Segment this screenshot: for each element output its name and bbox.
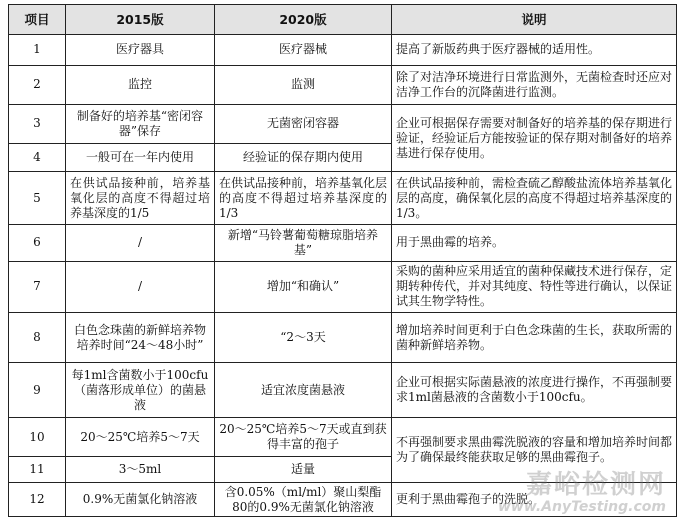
cell-2020: “2～3天 [215,312,392,363]
cell-note: 提高了新版药典于医疗器械的适用性。 [392,35,677,66]
cell-2020: 适宜浓度菌悬液 [215,363,392,418]
cell-2015: 监控 [66,65,215,105]
cell-note: 除了对洁净环境进行日常监测外，无菌检查时还应对洁净工作台的沉降菌进行监测。 [392,65,677,105]
row-number: 11 [9,456,66,482]
cell-2015: / [66,261,215,312]
cell-2015: 医疗器具 [66,35,215,66]
table-row [9,225,677,262]
cell-2020: 无菌密闭容器 [215,105,392,144]
table-row [9,261,677,312]
table-row [9,35,677,66]
table-row [9,65,677,105]
table-row [9,105,677,144]
cell-2015: 0.9%无菌氯化钠溶液 [66,483,215,517]
header-item: 项目 [9,5,66,35]
cell-2015: 白色念珠菌的新鲜培养物培养时间“24～48小时” [66,312,215,363]
cell-2015: 制备好的培养基“密闭容器”保存 [66,105,215,144]
cell-2015: 每1ml含菌数小于100cfu（菌落形成单位）的菌悬液 [66,363,215,418]
header-row [9,5,677,35]
header-2015: 2015版 [66,5,215,35]
row-number: 12 [9,483,66,517]
row-number: 8 [9,312,66,363]
watermark-en: www.AnyTesting.com [497,499,666,515]
cell-2020: 经验证的保存期内使用 [215,143,392,171]
header-2020: 2020版 [215,5,392,35]
cell-note: 在供试品接种前，需检查硫乙醇酸盐流体培养基氧化层的高度，确保氧化层的高度不得超过培养基深度的1/3。 [392,172,677,225]
header-note: 说明 [392,5,677,35]
row-number: 1 [9,35,66,66]
cell-2020: 增加“和确认” [215,261,392,312]
row-number: 10 [9,418,66,457]
comparison-table [8,4,677,517]
cell-2015: 3～5ml [66,456,215,482]
cell-note: 不再强制要求黑曲霉洗脱液的容量和增加培养时间都为了确保最终能获取足够的黑曲霉孢子。 [392,418,677,483]
cell-2020: 监测 [215,65,392,105]
cell-2015: 在供试品接种前，培养基氧化层的高度不得超过培养基深度的1/5 [66,172,215,225]
table-row [9,363,677,418]
table-row [9,418,677,457]
cell-note: 增加培养时间更利于白色念珠菌的生长，获取所需的菌种新鲜培养物。 [392,312,677,363]
cell-note: 更利于黑曲霉孢子的洗脱。 [392,483,677,517]
cell-note: 企业可根据保存需要对制备好的培养基的保存期进行验证，经验证后方能按验证的保存期对制备好的培养基进行保存使用。 [392,105,677,172]
cell-2020: 20～25℃培养5～7天或直到获得丰富的孢子 [215,418,392,457]
watermark-cn: 嘉峪检测网 [525,470,666,500]
row-number: 6 [9,225,66,262]
cell-2020: 适量 [215,456,392,482]
cell-2015: / [66,225,215,262]
cell-2020: 新增“马铃薯葡萄糖琼脂培养基” [215,225,392,262]
cell-note: 企业可根据实际菌悬液的浓度进行操作，不再强制要求1ml菌悬液的含菌数小于100cfu。 [392,363,677,418]
cell-2015: 20～25℃培养5～7天 [66,418,215,457]
cell-note: 采购的菌种应采用适宜的菌种保藏技术进行保存，定期转种传代，并对其纯度、特性等进行确认，以保证试其生物学特性。 [392,261,677,312]
cell-2020: 含0.05%（ml/ml）聚山梨酯80的0.9%无菌氯化钠溶液 [215,483,392,517]
row-number: 9 [9,363,66,418]
cell-2015: 一般可在一年内使用 [66,143,215,171]
table-row [9,172,677,225]
cell-2020: 医疗器械 [215,35,392,66]
row-number: 7 [9,261,66,312]
row-number: 5 [9,172,66,225]
table-row [9,483,677,517]
row-number: 4 [9,143,66,171]
table-row [9,312,677,363]
row-number: 2 [9,65,66,105]
cell-2020: 在供试品接种前，培养基氧化层的高度不得超过培养基深度的1/3 [215,172,392,225]
cell-note: 用于黑曲霉的培养。 [392,225,677,262]
row-number: 3 [9,105,66,144]
